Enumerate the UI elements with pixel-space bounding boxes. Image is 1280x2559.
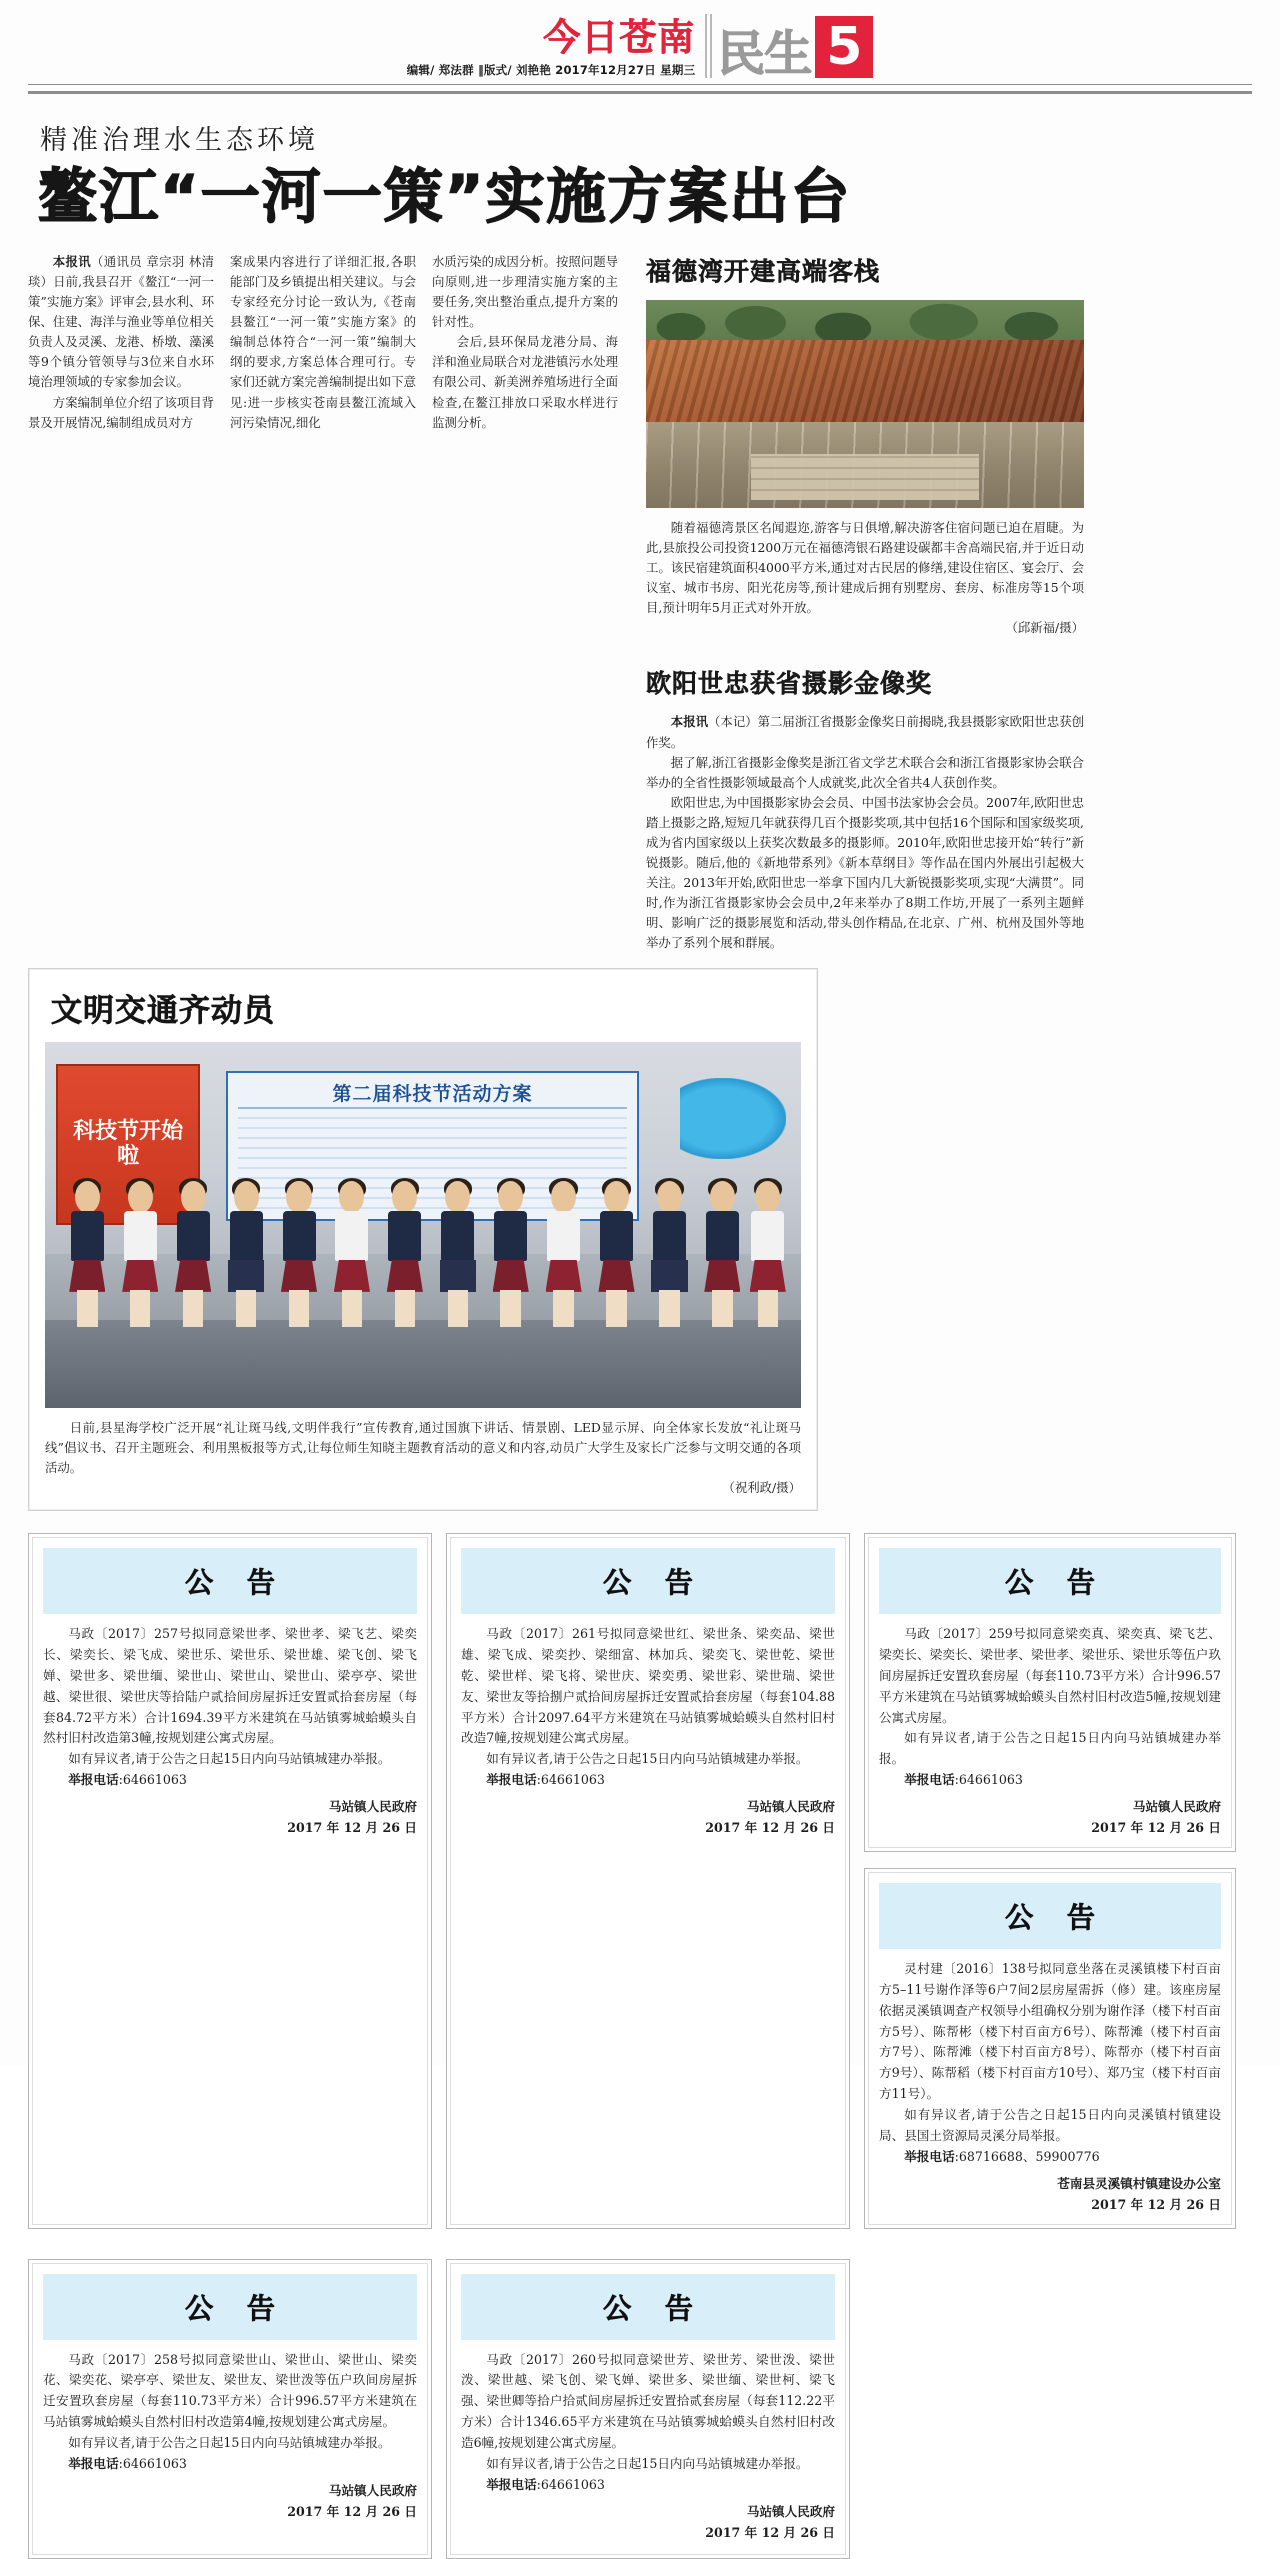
lead-col1-p1: （通讯员 章宗羽 林清琰）日前,我县召开《鳌江“一河一策”实施方案》评审会,县水利、环保、住建、海洋与渔业等单位相关负责人及灵溪、龙港、桥墩、藻溪等9个镇分管领导与3位来自水环境治理领域的专家参加会议。	[28, 253, 214, 390]
lead-col2-p1: 案成果内容进行了详细汇报,各职能部门及乡镇提出相关建议。与会专家经充分讨论一致认为,《苍南县鳌江“一河一策”实施方案》的编制总体符合“一河一策”编制大纲的要求,方案总体合理可行。专家们还就方案完善编制提出如下意见:进一步核实苍南县鳌江流域入河污染情况,细化	[230, 253, 416, 430]
notice-body	[461, 1624, 835, 1839]
student-figure	[385, 1181, 424, 1327]
student-figure	[597, 1181, 636, 1327]
notice-date: 2017 年 12 月 26 日	[705, 2524, 835, 2540]
notice-card	[864, 1533, 1236, 1852]
fude-credit: （邱新福/摄）	[1005, 620, 1084, 636]
lead-col3-p1: 水质污染的成因分析。按照问题导向原则,进一步理清实施方案的主要任务,突出整治重点,提升方案的针对性。	[432, 253, 618, 330]
notice-phone-value: 64661063	[540, 2476, 605, 2492]
notice-phone-value: 64661063	[540, 1772, 605, 1788]
notice-phone-label: 举报电话	[904, 1772, 955, 1788]
notice-signer: 马站镇人民政府	[1132, 1799, 1221, 1815]
notice-phone-label: 举报电话	[68, 1772, 119, 1788]
right-column	[646, 252, 1084, 954]
notice-title: 公 告	[43, 1548, 417, 1614]
notice-objection: 如有异议者,请于公告之日起15日内向马站镇城建办举报。	[486, 2456, 809, 2471]
award-p1: （本记）第二届浙江省摄影金像奖日前揭晓,我县摄影家欧阳世忠获创作奖。	[646, 714, 1084, 750]
fude-caption: 随着福德湾景区名闻遐迩,游客与日俱增,解决游客住宿问题已迫在眉睫。为此,县旅投公司投资1200万元在福德湾银石路建设碳都丰舍高端民宿,并于近日动工。该民宿建筑面积4000平方米,通过对古民居的修缮,建设住宿区、宴会厅、会议室、城市书房、阳光花房等,预计建成后拥有别墅房、套房、标准房等15个项目,预计明年5月正式对外开放。	[646, 519, 1084, 616]
notice-right-stack	[864, 1533, 1236, 2229]
lead-col3-p2: 会后,县环保局龙港分局、海洋和渔业局联合对龙港镇污水处理有限公司、新美洲养殖场进行全面检查,在鳌江排放口采取水样进行监测分析。	[432, 334, 618, 430]
fude-caption-block	[646, 518, 1084, 639]
fude-photo-earthwork	[646, 340, 1084, 426]
notice-phone-label: 举报电话	[486, 2476, 537, 2492]
masthead-divider	[705, 14, 712, 78]
section-name: 民生	[717, 26, 812, 83]
paper-name: 今日苍南	[543, 16, 696, 59]
notice-signer: 苍南县灵溪镇村镇建设办公室	[1057, 2175, 1221, 2191]
notice-text: 马政〔2017〕259号拟同意梁奕真、梁奕真、梁飞艺、梁奕长、梁奕长、梁世孝、梁世孝、梁世乐、梁世乐等伍户玖间房屋拆迁安置玖套房屋（每套110.73平方米）合计996.57平方米建筑在马站镇雾城蛤蟆头自然村旧村改造5幢,按规划建公寓式房屋。	[879, 1625, 1221, 1725]
notice-signer: 马站镇人民政府	[746, 1799, 835, 1815]
lead-headline: 鳌江“一河一策”实施方案出台	[38, 162, 852, 231]
notice-phone-value: 68716688、59900776	[958, 2148, 1100, 2164]
feature-banner-lines	[238, 1107, 626, 1109]
notice-phone-label: 举报电话	[486, 1772, 537, 1788]
feature-banner-title: 第二届科技节活动方案	[332, 1082, 533, 1105]
notice-text: 灵村建〔2016〕138号拟同意坐落在灵溪镇楼下村百亩方5–11号谢作泽等6户7间2层房屋需拆（修）建。该座房屋依据灵溪镇调查产权领导小组确权分别为谢作泽（楼下村百亩方5号）、陈帮彬（楼下村百亩方6号）、陈帮滩（楼下村百亩方7号）、陈帮滩（楼下村百亩方8号）、陈帮亦（楼下村百亩方9号）、陈帮稻（楼下村百亩方10号）、郑乃宝（楼下村百亩方11号）。	[879, 1960, 1221, 2102]
award-p3: 欧阳世忠,为中国摄影家协会会员、中国书法家协会会员。2007年,欧阳世忠踏上摄影之路,短短几年就获得几百个摄影奖项,其中包括16个国际和国家级奖项,成为省内国家级以上获奖次数最多的摄影师。2010年,欧阳世忠接开始“转行”新锐摄影。随后,他的《新地带系列》《新本草纲目》等作品在国内外展出引起极大关注。2013年开始,欧阳世忠一举拿下国内几大新锐摄影奖项,实现“大满贯”。同时,作为浙江省摄影家协会会员中,2年来举办了8期工作坊,开展了一系列主题鲜明、影响广泛的摄影展览和活动,带头创作精品,在北京、广州、杭州及国外等地举办了系列个展和群展。	[646, 794, 1084, 951]
notice-body	[461, 2350, 835, 2544]
masthead-rule	[28, 84, 1252, 94]
notice-date: 2017 年 12 月 26 日	[1091, 2196, 1221, 2212]
fude-photo-paving	[751, 454, 979, 500]
student-figure	[703, 1181, 742, 1327]
feature-box	[28, 968, 818, 1511]
lead-column-2	[230, 252, 416, 433]
student-figure	[226, 1181, 265, 1327]
lead-in-label: 本报讯	[52, 253, 92, 269]
feature-caption-block	[45, 1418, 801, 1498]
notice-date: 2017 年 12 月 26 日	[1091, 1819, 1221, 1835]
student-figure	[544, 1181, 583, 1327]
student-figure	[650, 1181, 689, 1327]
notice-title: 公 告	[461, 1548, 835, 1614]
notice-objection: 如有异议者,请于公告之日起15日内向马站镇城建办举报。	[68, 1751, 391, 1767]
student-figure	[174, 1181, 213, 1327]
notice-title: 公 告	[43, 2274, 417, 2340]
lead-column-1	[28, 252, 214, 433]
student-figure	[279, 1181, 318, 1327]
notice-phone-value: 64661063	[122, 2456, 187, 2471]
notice-phone-line: 举报电话:64661063	[486, 1772, 605, 1788]
notice-signer: 马站镇人民政府	[746, 2503, 835, 2519]
notice-body	[879, 1624, 1221, 1839]
student-figure	[748, 1181, 787, 1327]
award-headline: 欧阳世忠获省摄影金像奖	[646, 669, 933, 699]
lead-kicker: 精准治理水生态环境	[40, 125, 319, 156]
lead-body-area	[28, 252, 1252, 954]
notice-phone-label: 举报电话	[68, 2456, 119, 2471]
lead-column-3	[432, 252, 618, 433]
notice-text: 马政〔2017〕257号拟同意梁世孝、梁世孝、梁飞艺、梁奕长、梁奕长、梁飞成、梁世乐、梁世乐、梁世雄、梁飞创、梁飞婵、梁世多、梁世缅、梁世山、梁世山、梁世山、梁亭亭、梁世越、梁世很、梁世庆等拾陆户贰拾间房屋拆迁安置贰拾套房屋（每套84.72平方米）合计1694.39平方米建筑在马站镇雾城蛤蟆头自然村旧村改造第3幢,按规划建公寓式房屋。	[43, 1625, 417, 1746]
masthead-byline: 编辑/ 郑法群 ‖版式/ 刘艳艳 2017年12月27日 星期三	[406, 63, 696, 77]
award-p2: 据了解,浙江省摄影金像奖是浙江省文学艺术联合会和浙江省摄影家协会联合举办的全省性摄影领域最高个人成就奖,此次全省共4人获创作奖。	[646, 754, 1084, 790]
notice-card	[28, 2259, 432, 2559]
student-figure	[332, 1181, 371, 1327]
fude-photo	[646, 300, 1084, 508]
notice-text: 马政〔2017〕261号拟同意梁世红、梁世条、梁奕品、梁世雄、梁飞成、梁奕抄、梁细富、林加兵、梁奕飞、梁世乾、梁世乾、梁世样、梁飞将、梁世庆、梁奕勇、梁世彩、梁世瑞、梁世友、梁世友等拾捌户贰拾间房屋拆迁安置贰拾套房屋（每套104.88平方米）合计2097.64平方米建筑在马站镇雾城蛤蟆头自然村旧村改造7幢,按规划建公寓式房屋。	[461, 1625, 835, 1746]
notice-phone-value: 64661063	[958, 1772, 1023, 1788]
notice-card	[446, 1533, 850, 2229]
notice-card	[446, 2259, 850, 2559]
notice-objection: 如有异议者,请于公告之日起15日内向马站镇城建办举报。	[879, 1730, 1221, 1767]
student-figure	[491, 1181, 530, 1327]
notice-phone-line: 举报电话:64661063	[68, 1772, 187, 1788]
notice-title: 公 告	[461, 2274, 835, 2340]
notice-title: 公 告	[879, 1548, 1221, 1614]
notice-title: 公 告	[879, 1883, 1221, 1949]
feature-title: 文明交通齐动员	[51, 992, 275, 1029]
page-number-badge: 5	[815, 16, 873, 78]
notice-date: 2017 年 12 月 26 日	[705, 1819, 835, 1835]
feature-photo-left-sign: 科技节开始啦	[56, 1064, 200, 1225]
notice-body	[43, 2350, 417, 2523]
notice-date: 2017 年 12 月 26 日	[287, 2503, 417, 2519]
notice-body	[879, 1959, 1221, 2216]
award-lead-in: 本报讯	[670, 714, 709, 730]
notice-objection: 如有异议者,请于公告之日起15日内向灵溪镇村镇建设局、县国土资源局灵溪分局举报。	[879, 2107, 1221, 2143]
award-story	[646, 664, 1084, 953]
notice-phone-line: 举报电话:68716688、59900776	[904, 2148, 1100, 2164]
lead-col1-p2: 方案编制单位介绍了该项目背景及开展情况,编制组成员对方	[28, 394, 214, 430]
student-figure	[68, 1181, 107, 1327]
notice-body	[43, 1624, 417, 1839]
feature-photo	[45, 1042, 801, 1408]
feature-photo-fish-decor	[680, 1078, 786, 1159]
notice-phone-value: 64661063	[122, 1772, 187, 1788]
notice-card	[864, 1868, 1236, 2229]
notice-card	[28, 1533, 432, 2229]
notice-text: 马政〔2017〕260号拟同意梁世芳、梁世芳、梁世泼、梁世泼、梁世越、梁飞创、梁飞婵、梁世多、梁世缅、梁世柯、梁飞强、梁世卿等拾户拾贰间房屋拆迁安置拾贰套房屋（每套112.22平方米）合计1346.65平方米建筑在马站镇雾城蛤蟆头自然村旧村改造6幢,按规划建公寓式房屋。	[461, 2351, 835, 2451]
masthead	[28, 0, 1252, 83]
feature-credit: （祝利政/摄）	[722, 1479, 801, 1495]
notice-date: 2017 年 12 月 26 日	[287, 1819, 417, 1835]
fude-headline: 福德湾开建高端客栈	[646, 256, 881, 286]
notice-phone-line: 举报电话:64661063	[904, 1772, 1023, 1788]
notice-signer: 马站镇人民政府	[328, 2482, 417, 2498]
notice-phone-line: 举报电话:64661063	[486, 2476, 605, 2492]
notice-objection: 如有异议者,请于公告之日起15日内向马站镇城建办举报。	[68, 2435, 391, 2451]
feature-caption: 日前,县星海学校广泛开展“礼让斑马线,文明伴我行”宣传教育,通过国旗下讲话、情景剧、LED显示屏、向全体家长发放“礼让斑马线”倡议书、召开主题班会、利用黑板报等方式,让每位师生知晓主题教育活动的意义和内容,动员广大学生及家长广泛参与文明交通的各项活动。	[45, 1419, 801, 1475]
notice-objection: 如有异议者,请于公告之日起15日内向马站镇城建办举报。	[486, 1751, 809, 1767]
student-figure	[438, 1181, 477, 1327]
notice-signer: 马站镇人民政府	[328, 1799, 417, 1815]
notice-text: 马政〔2017〕258号拟同意梁世山、梁世山、梁世山、梁奕花、梁奕花、梁亭亭、梁世友、梁世友、梁世泼等伍户玖间房屋拆迁安置玖套房屋（每套110.73平方米）合计996.57平方米建筑在马站镇雾城蛤蟆头自然村旧村改造第4幢,按规划建公寓式房屋。	[43, 2351, 417, 2430]
notice-grid	[28, 1533, 1252, 2559]
notice-phone-line: 举报电话:64661063	[68, 2456, 187, 2471]
award-body	[646, 712, 1084, 953]
student-figure	[121, 1181, 160, 1327]
feature-photo-stage	[45, 1320, 801, 1408]
feature-photo-students	[45, 1181, 801, 1327]
notice-phone-label: 举报电话	[904, 2148, 955, 2164]
